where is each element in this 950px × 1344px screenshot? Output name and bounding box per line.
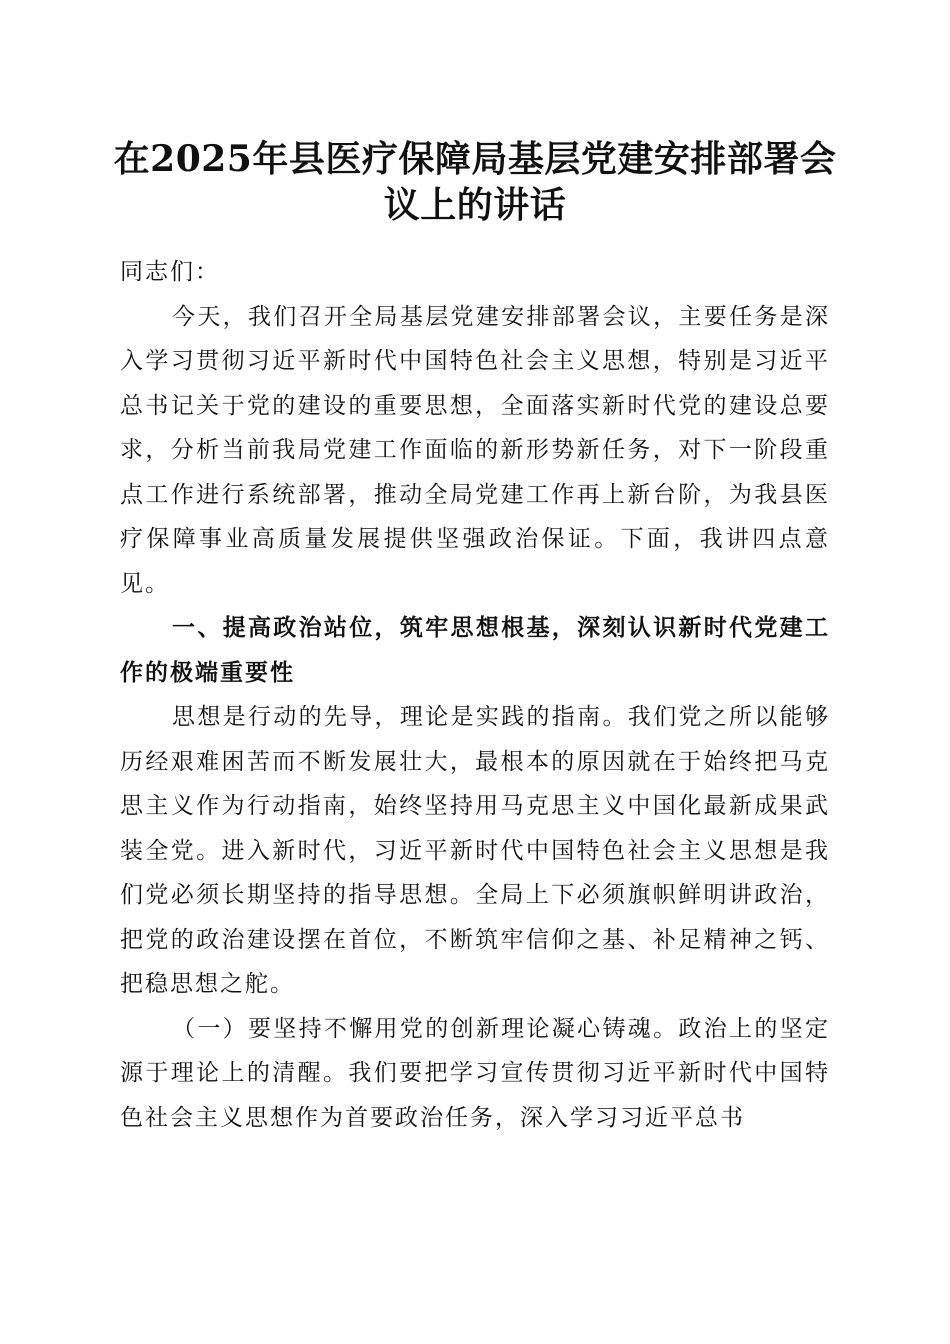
section-heading-1: 一、提高政治站位，筑牢思想根基，深刻认识新时代党建工作的极端重要性 xyxy=(120,615,830,686)
document-body xyxy=(120,250,830,1140)
paragraph-theory: 思想是行动的先导，理论是实践的指南。我们党之所以能够历经艰难困苦而不断发展壮大，最根本的原因就在于始终把马克思主义作为行动指南，始终坚持用马克思主义中国化最新成果武装全党。进入新时代，习近平新时代中国特色社会主义思想是我们党必须长期坚持的指导思想。全局上下必须旗帜鲜明讲政治，把党的政治建设摆在首位，不断筑牢信仰之基、补足精神之钙、把稳思想之舵。 xyxy=(120,704,830,997)
paragraph-subpoint-1: （一）要坚持不懈用党的创新理论凝心铸魂。政治上的坚定源于理论上的清醒。我们要把学习宣传贯彻习近平新时代中国特色社会主义思想作为首要政治任务，深入学习习近平总书 xyxy=(120,1015,830,1131)
paragraph-intro: 今天，我们召开全局基层党建安排部署会议，主要任务是深入学习贯彻习近平新时代中国特色社会主义思想，特别是习近平总书记关于党的建设的重要思想，全面落实新时代党的建设总要求，分析当前我局党建工作面临的新形势新任务，对下一阶段重点工作进行系统部署，推动全局党建工作再上新台阶，为我县医疗保障事业高质量发展提供坚强政治保证。下面，我讲四点意见。 xyxy=(120,303,830,597)
document-title: 在2025年县医疗保障局基层党建安排部署会议上的讲话 xyxy=(113,138,837,226)
salutation: 同志们： xyxy=(120,259,220,285)
